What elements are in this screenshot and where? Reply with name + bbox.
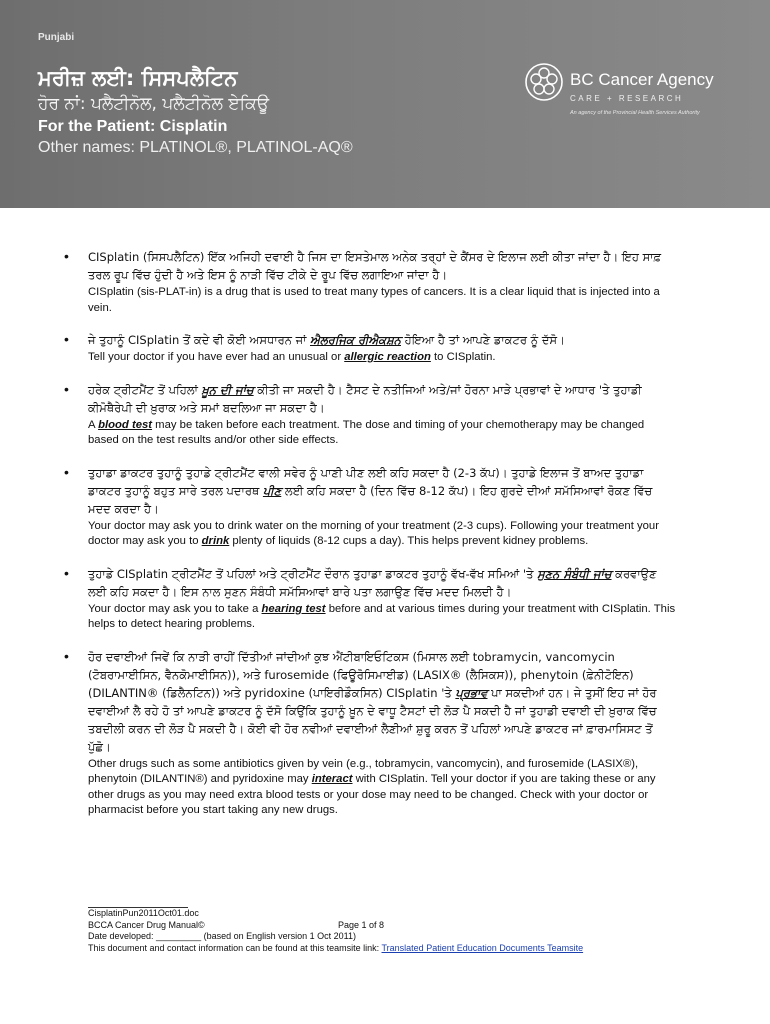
keyword-hearing-test: hearing test (261, 602, 326, 615)
bullet-item-blood-test (64, 380, 678, 449)
bullet-item-drink (64, 463, 678, 550)
bullet-text-punjabi: ਜੇ ਤੁਹਾਨੂੰ CISplatin ਤੋਂ ਕਦੇ ਵੀ ਕੋਈ ਅਸਧਾਰਨ ਜਾਂ ਐਲਰਜਿਕ ਰੀਐਕਸ਼ਨ ਹੋਇਆ ਹੈ ਤਾਂ ਆਪਣੇ ਡਾਕਟਰ ਨੂੰ ਦੱਸੋ। (88, 333, 565, 347)
keyword-interact-pa: ਪ੍ਰਭਾਵ (455, 685, 488, 700)
keyword-drink-pa: ਪੀਣ (262, 483, 282, 498)
bullet-text-punjabi: ਹੋਰ ਦਵਾਈਆਂ ਜਿਵੇਂ ਕਿ ਨਾੜੀ ਰਾਹੀਂ ਦਿੱਤੀਆਂ ਜਾਂਦੀਆਂ ਕੁਝ ਐਂਟੀਬਾਇਓਟਿਕਸ (ਮਿਸਾਲ ਲਈ tobramycin, vancomycin (ਟੋਬਰਾਮਾਈਸਿਨ, ਵੈਨਕੋਮਾਈਸਿਨ)), ਅਤੇ furosemide (ਫਿਊਰੋਸਿਮਾਈਡ) (LASIX® (ਲੈਸਿਕਸ)), phenytoin (ਫ਼ੇਨੀਟੋਇਨ) (DILANTIN® (ਡਿਲੈਨਟਿਨ)) ਅਤੇ pyridoxine (ਪਾਇਰੀਡੌਕਸਿਨ) CISplatin 'ਤੇ ਪ੍ਰਭਾਵ ਪਾ ਸਕਦੀਆਂ ਹਨ। ਜੇ ਤੁਸੀਂ ਇਹ ਜਾਂ ਹੋਰ ਦਵਾਈਆਂ ਲੈ ਰਹੇ ਹੋ ਤਾਂ ਆਪਣੇ ਡਾਕਟਰ ਨੂੰ ਦੱਸੋ ਕਿਉਂਕਿ ਤੁਹਾਨੂੰ ਖ਼ੂਨ ਦੇ ਵਾਧੂ ਟੈਸਟਾਂ ਦੀ ਲੋੜ ਪੈ ਸਕਦੀ ਹੈ ਜਾਂ ਤੁਹਾਡੀ ਦਵਾਈ ਦੀ ਖ਼ੁਰਾਕ ਵਿੱਚ ਤਬਦੀਲੀ ਕਰਨ ਦੀ ਲੋੜ ਪੈ ਸਕਦੀ ਹੈ। ਕੋਈ ਵੀ ਹੋਰ ਨਵੀਆਂ ਦਵਾਈਆਂ ਲੈਣੀਆਂ ਸ਼ੁਰੂ ਕਰਨ ਤੋਂ ਪਹਿਲਾਂ ਆਪਣੇ ਡਾਕਟਰ ਜਾਂ ਫ਼ਾਰਮਾਸਿਸਟ ਤੋਂ ਪੁੱਛੋ। (88, 649, 657, 754)
bullet-text-punjabi: ਤੁਹਾਡੇ CISplatin ਟ੍ਰੀਟਮੈਂਟ ਤੋਂ ਪਹਿਲਾਂ ਅਤੇ ਟ੍ਰੀਟਮੈਂਟ ਦੌਰਾਨ ਤੁਹਾਡਾ ਡਾਕਟਰ ਤੁਹਾਨੂੰ ਵੱਖ-ਵੱਖ ਸਮਿਆਂ 'ਤੇ ਸੁਣਨ ਸੰਬੰਧੀ ਜਾਂਚ ਕਰਵਾਉਣ ਲਈ ਕਹਿ ਸਕਦਾ ਹੈ। ਇਸ ਨਾਲ ਸੁਣਨ ਸੰਬੰਧੀ ਸਮੱਸਿਆਵਾਂ ਬਾਰੇ ਪਤਾ ਲਗਾਉਣ ਵਿੱਚ ਮਦਦ ਮਿਲਦੀ ਹੈ। (88, 566, 657, 599)
bullet-text-punjabi: ਤੁਹਾਡਾ ਡਾਕਟਰ ਤੁਹਾਨੂੰ ਤੁਹਾਡੇ ਟ੍ਰੀਟਮੈਂਟ ਵਾਲੀ ਸਵੇਰ ਨੂੰ ਪਾਣੀ ਪੀਣ ਲਈ ਕਹਿ ਸਕਦਾ ਹੈ (2-3 ਕੱਪ)। ਤੁਹਾਡੇ ਇਲਾਜ ਤੋਂ ਬਾਅਦ ਤੁਹਾਡਾ ਡਾਕਟਰ ਤੁਹਾਨੂੰ ਬਹੁਤ ਸਾਰੇ ਤਰਲ ਪਦਾਰਥ ਪੀਣ ਲਈ ਕਹਿ ਸਕਦਾ ਹੈ (ਦਿਨ ਵਿੱਚ 8-12 ਕੱਪ)। ਇਹ ਗੁਰਦੇ ਦੀਆਂ ਸਮੱਸਿਆਵਾਂ ਰੋਕਣ ਵਿੱਚ ਮਦਦ ਕਰਦਾ ਹੈ। (88, 465, 653, 516)
title-punjabi: ਮਰੀਜ਼ ਲਈ: ਸਿਸਪਲੈਟਿਨ (38, 66, 238, 90)
bullet-icon: • (64, 331, 69, 347)
other-names-english: Other names: PLATINOL®, PLATINOL-AQ® (38, 139, 353, 156)
bullet-text-english: CISplatin (sis-PLAT-in) is a drug that is used to treat many types of cancers. It is a clear liquid that is injected into a vein. (88, 286, 660, 314)
bullet-icon: • (64, 463, 69, 480)
footer-filename: CisplatinPun2011Oct01.doc (88, 908, 199, 918)
bullet-item-allergy (64, 331, 678, 366)
keyword-allergic-reaction: allergic reaction (344, 351, 431, 363)
bullet-text-english: Your doctor may ask you to drink water on the morning of your treatment (2-3 cups). Following your treatment your doctor may ask you to drink plenty of liquids (8-12 cups a day). This helps prevent kidney problems. (88, 519, 659, 547)
keyword-drink: drink (201, 535, 230, 547)
footer-contact: This document and contact information can be found at this teamsite link: Translated Patient Education Documents Teamsite (88, 942, 584, 953)
keyword-hearing-test-pa: ਸੁਣਨ ਸੰਬੰਧੀ ਜਾਂਚ (537, 566, 612, 581)
keyword-blood-test-pa: ਖ਼ੂਨ ਦੀ ਜਾਂਚ (201, 382, 254, 397)
teamsite-link[interactable]: Translated Patient Education Documents Teamsite (381, 942, 584, 953)
other-names-punjabi: ਹੋਰ ਨਾਂ: ਪਲੈਟੀਨੋਲ, ਪਲੈਟੀਨੋਲ ਏਕਿਊ (38, 94, 270, 114)
bullet-icon: • (64, 380, 69, 397)
keyword-allergic-reaction-pa: ਐਲਰਜਿਕ ਰੀਐਕਸ਼ਨ (310, 333, 401, 347)
bullet-text-english: Your doctor may ask you to take a hearing test before and at various times during your treatment with CISplatin. This helps to detect hearing problems. (88, 602, 676, 630)
bullet-icon: • (64, 647, 69, 664)
bullet-icon: • (64, 564, 69, 581)
bc-cancer-agency-logo-icon (524, 62, 564, 102)
bullet-item-hearing-test (64, 564, 678, 633)
keyword-interact: interact (311, 773, 353, 785)
bullet-item-interactions (64, 647, 678, 819)
keyword-blood-test: blood test (98, 418, 153, 431)
language-label: Punjabi (38, 32, 75, 43)
bullet-list (64, 248, 678, 834)
footer-manual-row (88, 920, 688, 932)
footer (88, 908, 688, 954)
bullet-text-english: A blood test may be taken before each treatment. The dose and timing of your chemotherapy may be changed based on the test results and/or other side effects. (88, 418, 645, 446)
bullet-text-english: Tell your doctor if you have ever had an unusual or allergic reaction to CISplatin. (88, 351, 496, 363)
bullet-text-english: Other drugs such as some antibiotics given by vein (e.g., tobramycin, vancomycin), and furosemide (LASIX®), phenytoin (DILANTIN®) and pyridoxine may interact with CISplatin. Tell your doctor if you are taking these or any other drugs as you may need extra blood tests or your dose may need to be changed. Check with your doctor or pharmacist before you start taking any new drugs. (88, 757, 656, 816)
page-number: Page 1 of 8 (338, 919, 385, 930)
bullet-icon: • (64, 248, 69, 264)
title-english: For the Patient: Cisplatin (38, 118, 228, 135)
organization-name: BC Cancer Agency (570, 70, 714, 89)
footer-date-developed: Date developed: _________ (based on English version 1 Oct 2011) (88, 931, 357, 941)
header-banner (0, 0, 770, 208)
bullet-text-punjabi: CISplatin (ਸਿਸਪਲੈਟਿਨ) ਇੱਕ ਅਜਿਹੀ ਦਵਾਈ ਹੈ ਜਿਸ ਦਾ ਇਸਤੇਮਾਲ ਅਨੇਕ ਤਰ੍ਹਾਂ ਦੇ ਕੈਂਸਰ ਦੇ ਇਲਾਜ ਲਈ ਕੀਤਾ ਜਾਂਦਾ ਹੈ। ਇਹ ਸਾਫ਼ ਤਰਲ ਰੂਪ ਵਿੱਚ ਹੁੰਦੀ ਹੈ ਅਤੇ ਇਸ ਨੂੰ ਨਾੜੀ ਵਿੱਚ ਟੀਕੇ ਦੇ ਰੂਪ ਵਿੱਚ ਲਗਾਇਆ ਜਾਂਦਾ ਹੈ। (88, 250, 662, 282)
organization-tagline: CARE + RESEARCH (570, 94, 684, 103)
bullet-text-punjabi: ਹਰੇਕ ਟ੍ਰੀਟਮੈਂਟ ਤੋਂ ਪਹਿਲਾਂ ਖ਼ੂਨ ਦੀ ਜਾਂਚ ਕੀਤੀ ਜਾ ਸਕਦੀ ਹੈ। ਟੈਸਟ ਦੇ ਨਤੀਜਿਆਂ ਅਤੇ/ਜਾਂ ਹੋਰਨਾ ਮਾੜੇ ਪ੍ਰਭਾਵਾਂ ਦੇ ਆਧਾਰ 'ਤੇ ਤੁਹਾਡੀ ਕੀਮੋਥੈਰੇਪੀ ਦੀ ਖ਼ੁਰਾਕ ਅਤੇ ਸਮਾਂ ਬਦਲਿਆ ਜਾ ਸਕਦਾ ਹੈ। (88, 382, 642, 415)
footer-manual: BCCA Cancer Drug Manual© (88, 919, 205, 930)
organization-subtext: An agency of the Provincial Health Services Authority (570, 110, 700, 116)
bullet-item-what-is (64, 248, 678, 316)
